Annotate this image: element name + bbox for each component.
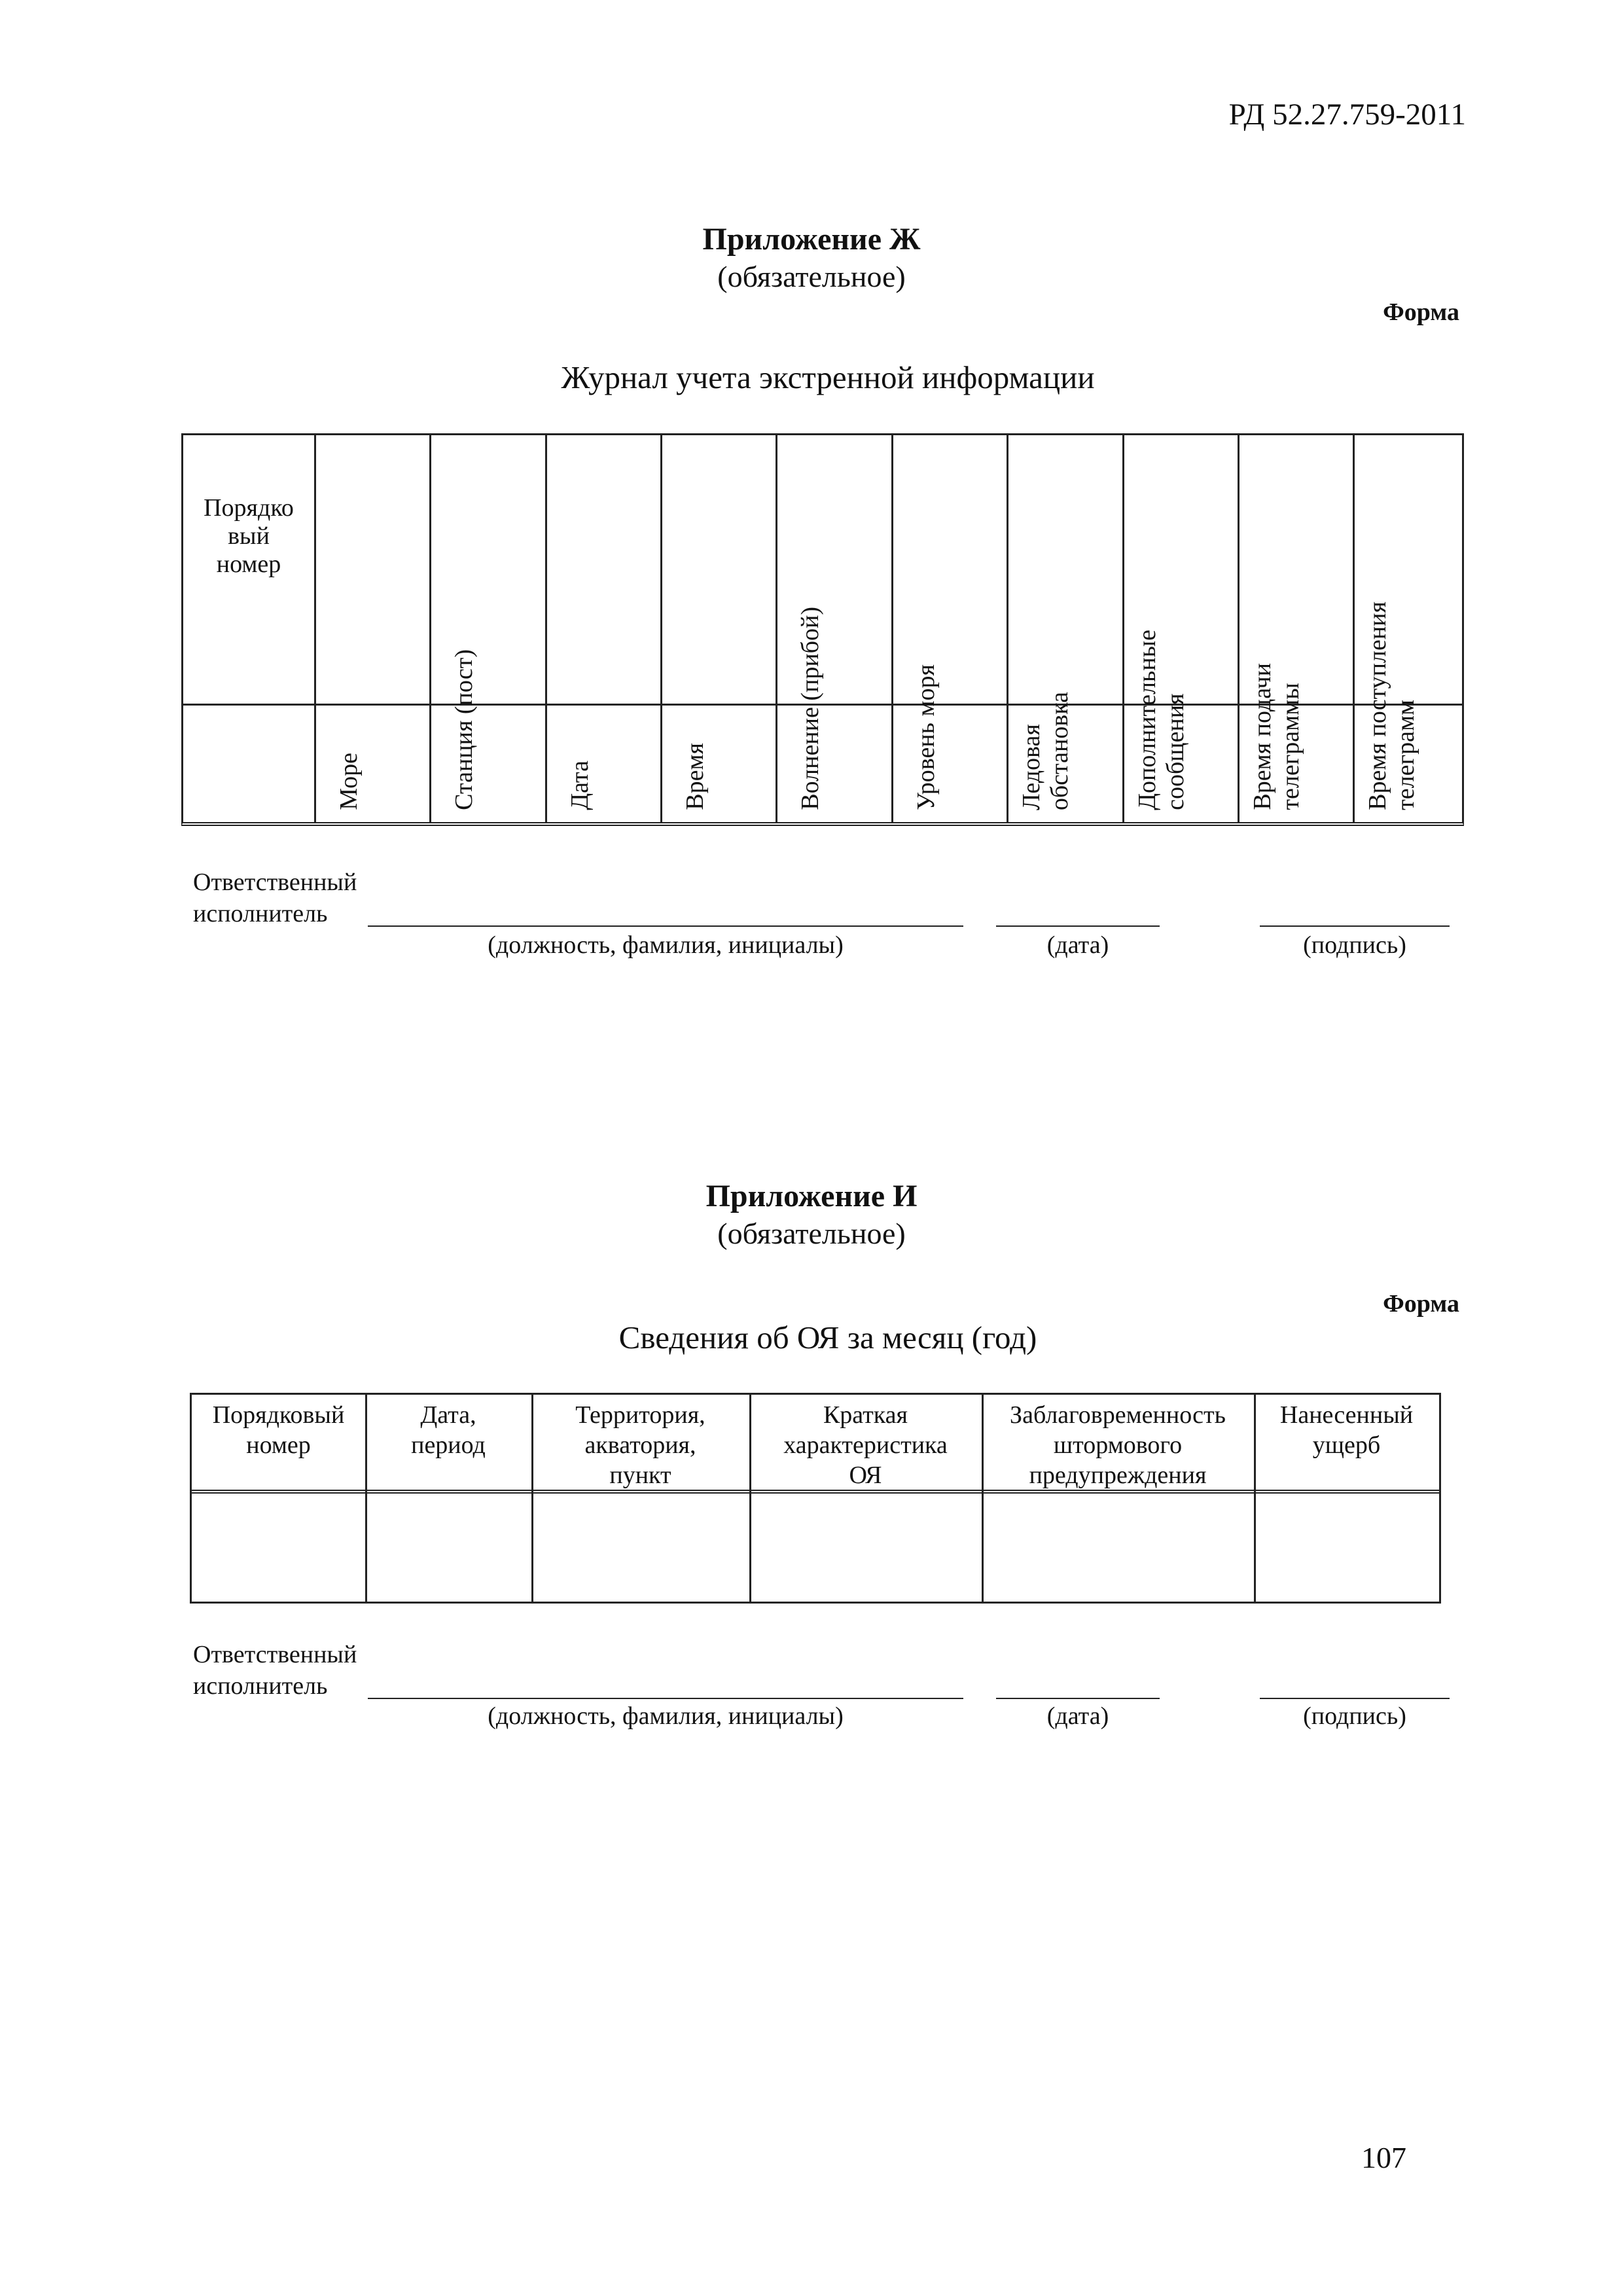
col-header-time: Время <box>681 743 709 810</box>
appendix-i-title: Приложение И <box>705 1179 918 1213</box>
dangerous-phenomena-table <box>190 1393 1441 1604</box>
responsible-label-line2: исполнитель <box>193 1672 328 1700</box>
page-number: 107 <box>1361 2141 1406 2174</box>
col-header-sea: Море <box>335 753 363 810</box>
dangerous-phenomena-table-title: Сведения об ОЯ за месяц (год) <box>618 1319 1037 1355</box>
col-header-ordinal-number: Порядко вый номер <box>204 494 294 578</box>
col-header-station: Станция (пост) <box>450 649 478 810</box>
col-header-waves: Волнение (прибой) <box>796 607 824 810</box>
signature-line[interactable] <box>1260 1698 1450 1699</box>
col-header-brief-description: Краткая характеристика ОЯ <box>783 1401 948 1489</box>
appendix-zh-subtitle: (обязательное) <box>717 260 906 293</box>
col-header-territory: Территория, акватория, пункт <box>575 1401 705 1489</box>
signature-caption: (подпись) <box>1303 931 1406 959</box>
appendix-i-form-label: Форма <box>1383 1290 1459 1318</box>
col-header-telegram-received-time: Время поступления телеграмм <box>1364 601 1419 810</box>
appendix-i-subtitle: (обязательное) <box>717 1217 906 1250</box>
position-name-caption: (должность, фамилия, инициалы) <box>488 931 844 959</box>
col-header-sea-level: Уровень моря <box>912 664 940 810</box>
signature-line[interactable] <box>1260 925 1450 927</box>
position-name-caption: (должность, фамилия, инициалы) <box>488 1702 844 1730</box>
appendix-zh-form-label: Форма <box>1383 298 1459 326</box>
col-header-ordinal-number: Порядковый номер <box>212 1401 345 1459</box>
responsible-label-line1: Ответственный <box>193 1641 357 1668</box>
date-caption: (дата) <box>1046 1702 1109 1730</box>
responsible-label-line1: Ответственный <box>193 869 357 896</box>
position-name-line[interactable] <box>368 1698 963 1699</box>
col-header-warning-lead-time: Заблаговременность штормового предупреждения <box>1010 1401 1226 1489</box>
responsible-label-line2: исполнитель <box>193 900 328 927</box>
appendix-zh-title: Приложение Ж <box>702 222 921 257</box>
signature-caption: (подпись) <box>1303 1702 1406 1730</box>
col-header-date-period: Дата, период <box>411 1401 486 1459</box>
extreme-info-journal-table <box>181 433 1464 826</box>
date-caption: (дата) <box>1046 931 1109 959</box>
date-line[interactable] <box>996 1698 1160 1699</box>
col-header-ice-conditions: Ледовая обстановка <box>1018 691 1073 810</box>
col-header-damage: Нанесенный ущерб <box>1279 1401 1414 1459</box>
document-code: РД 52.27.759-2011 <box>1228 98 1466 132</box>
col-header-date: Дата <box>566 761 594 810</box>
col-header-additional-messages: Дополнительные сообщения <box>1133 630 1189 810</box>
journal-table-title: Журнал учета экстренной информации <box>561 359 1095 395</box>
date-line[interactable] <box>996 925 1160 927</box>
position-name-line[interactable] <box>368 925 963 927</box>
col-header-telegram-sent-time: Время подачи телеграммы <box>1249 663 1304 810</box>
